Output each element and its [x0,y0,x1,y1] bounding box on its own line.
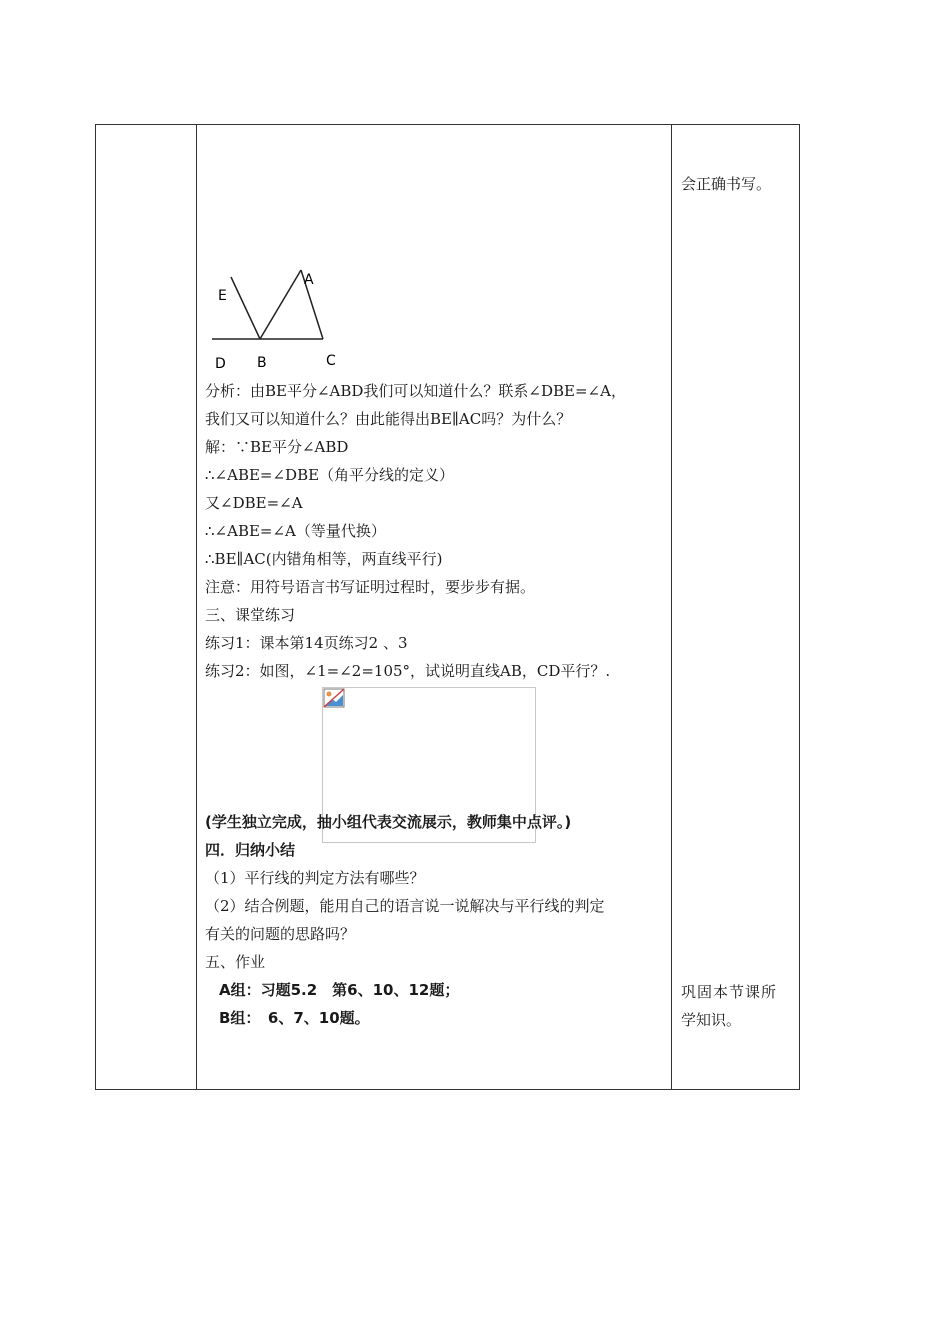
summary-question-2-line-1: （2）结合例题，能用自己的语言说一说解决与平行线的判定 [205,897,605,915]
label-c: C [326,353,336,369]
summary-question-1: （1）平行线的判定方法有哪些？ [205,869,425,887]
geometry-figure [205,262,345,377]
solution-line-5: ∴BE∥AC(内错角相等，两直线平行) [205,550,443,568]
label-d: D [215,356,226,372]
section-3-heading: 三、课堂练习 [205,606,296,624]
label-a: A [304,272,314,288]
label-e: E [218,288,227,304]
section-5-heading: 五、作业 [205,953,266,971]
lesson-table [95,124,800,1090]
right-note-bottom-line2: 学知识。 [681,1011,742,1029]
right-note-bottom-line1: 巩固本节课所 [681,983,778,1001]
segment-ba [260,270,301,339]
student-activity-note: (学生独立完成，抽小组代表交流展示，教师集中点评。) [205,813,572,831]
right-note-top: 会正确书写。 [681,175,772,193]
broken-image-icon [323,688,345,708]
section-4-heading: 四．归纳小结 [205,841,296,859]
analysis-line-2: 我们又可以知道什么？由此能得出BE∥AC吗？为什么？ [205,410,572,428]
solution-line-1: 解：∵BE平分∠ABD [205,438,349,456]
exercise-2: 练习2：如图，∠1=∠2=105°，试说明直线AB，CD平行？. [205,662,611,680]
column-divider-left [196,125,197,1089]
analysis-line-1: 分析：由BE平分∠ABD我们可以知道什么？联系∠DBE=∠A， [205,382,626,400]
solution-line-2: ∴∠ABE=∠DBE（角平分线的定义） [205,466,455,484]
exercise-1: 练习1：课本第14页练习2 、3 [205,634,408,652]
homework-group-a: A组：习题5.2 第6、10、12题； [219,981,460,999]
segment-be [231,277,260,339]
proof-note: 注意：用符号语言书写证明过程时，要步步有据。 [205,578,536,596]
solution-line-4: ∴∠ABE=∠A（等量代换） [205,522,386,540]
column-divider-right [671,125,672,1089]
solution-line-3: 又∠DBE=∠A [205,494,303,512]
homework-group-b: B组： 6、7、10题。 [219,1009,370,1027]
label-b: B [257,355,267,371]
summary-question-2-line-2: 有关的问题的思路吗？ [205,925,356,943]
